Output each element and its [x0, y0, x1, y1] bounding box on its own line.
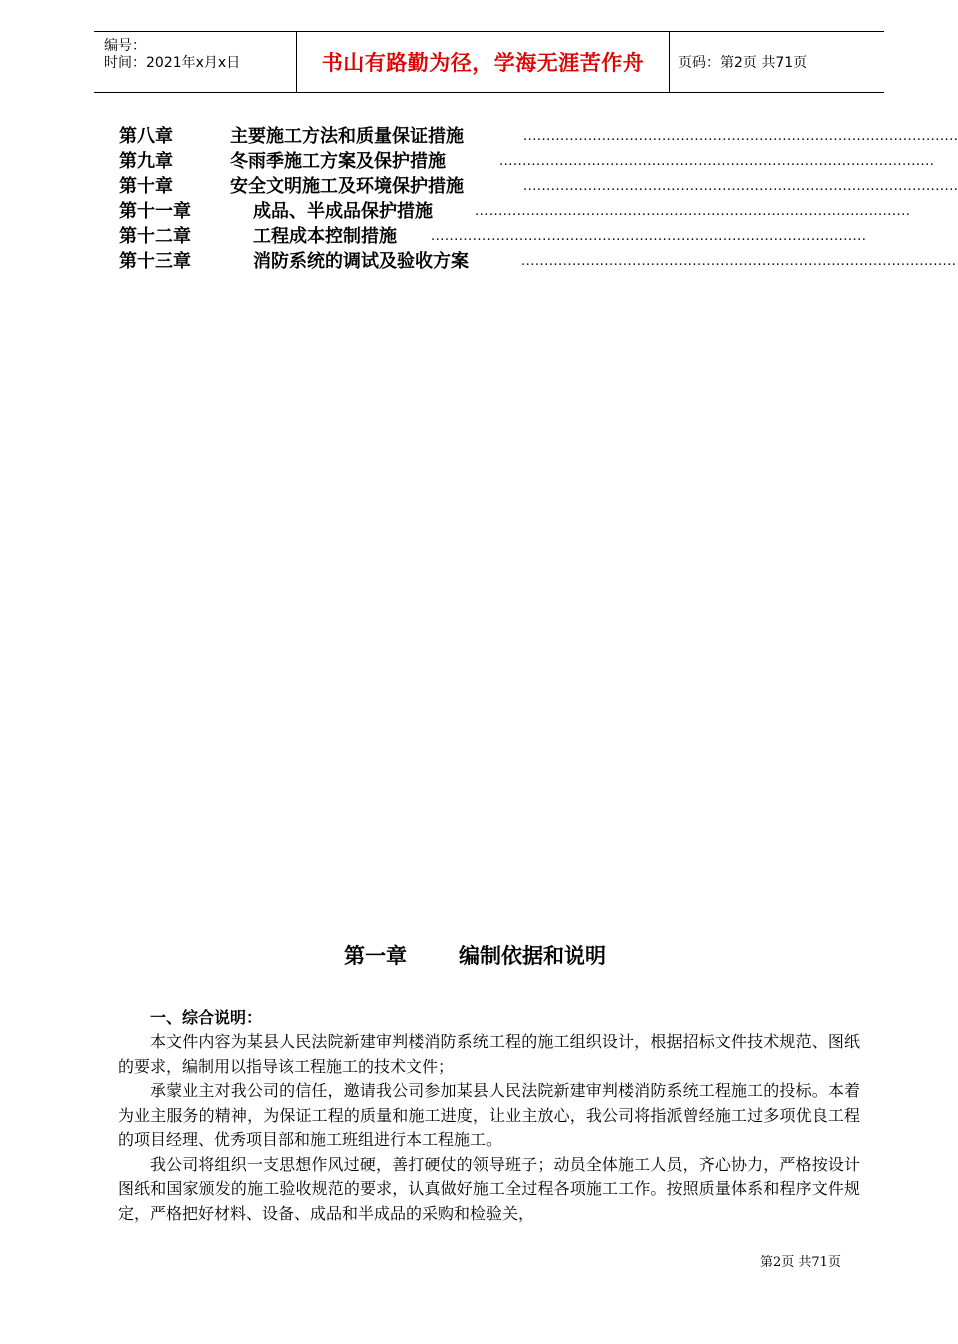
- toc-leader-dots: ..............................................................................................: [523, 179, 958, 194]
- table-of-contents: [119, 124, 958, 274]
- toc-leader-dots: ..............................................................................................: [431, 229, 867, 244]
- header-motto-cell: [296, 32, 670, 92]
- toc-title: 冬雨季施工方案及保护措施: [230, 151, 446, 172]
- toc-entry[interactable]: [119, 149, 935, 174]
- header-page-number: 页码：第2页 共71页: [678, 55, 808, 71]
- toc-chapter: 第八章: [119, 126, 173, 147]
- chapter-title: 编制依据和说明: [459, 943, 606, 968]
- toc-leader-dots: ..............................................................................................: [475, 204, 911, 219]
- toc-chapter: 第十三章: [119, 251, 191, 272]
- footer-page-number: 第2页 共71页: [760, 1255, 841, 1270]
- document-number: 编号：: [104, 38, 146, 54]
- chapter-heading: [0, 940, 950, 970]
- paragraph: 本文件内容为某县人民法院新建审判楼消防系统工程的施工组织设计，根据招标文件技术规范、图纸的要求，编制用以指导该工程施工的技术文件；: [118, 1032, 860, 1076]
- toc-entry[interactable]: [119, 124, 958, 149]
- paragraph: 承蒙业主对我公司的信任，邀请我公司参加某县人民法院新建审判楼消防系统工程施工的投标。本着为业主服务的精神，为保证工程的质量和施工进度，让业主放心，我公司将指派曾经施工过多项优良工程的项目经理、优秀项目部和施工班组进行本工程施工。: [118, 1081, 860, 1149]
- toc-leader-dots: ..............................................................................................: [521, 254, 957, 269]
- header-meta: [94, 32, 296, 92]
- toc-chapter: 第九章: [119, 151, 173, 172]
- toc-title: 消防系统的调试及验收方案: [253, 251, 469, 272]
- toc-entry[interactable]: [119, 249, 957, 274]
- toc-entry[interactable]: [119, 174, 958, 199]
- toc-leader-dots: ..............................................................................................: [499, 154, 935, 169]
- toc-leader-dots: ..............................................................................................: [523, 129, 958, 144]
- toc-title: 主要施工方法和质量保证措施: [230, 126, 464, 147]
- toc-chapter: 第十章: [119, 176, 173, 197]
- chapter-number: 第一章: [344, 943, 407, 968]
- toc-title: 安全文明施工及环境保护措施: [230, 176, 464, 197]
- document-time: 时间：2021年x月x日: [104, 55, 241, 71]
- toc-chapter: 第十二章: [119, 226, 191, 247]
- header-motto: 书山有路勤为径，学海无涯苦作舟: [321, 51, 645, 75]
- toc-entry[interactable]: [119, 199, 911, 224]
- body-text: [118, 1030, 860, 1226]
- toc-title: 成品、半成品保护措施: [253, 201, 433, 222]
- page-header: [94, 31, 884, 93]
- section-heading: 一、综合说明：: [150, 1008, 263, 1027]
- paragraph: 我公司将组织一支思想作风过硬，善打硬仗的领导班子；动员全体施工人员，齐心协力，严格按设计图纸和国家颁发的施工验收规范的要求，认真做好施工全过程各项施工工作。按照质量体系和程序文件规定，严格把好材料、设备、成品和半成品的采购和检验关，: [118, 1154, 860, 1223]
- toc-chapter: 第十一章: [119, 201, 191, 222]
- toc-title: 工程成本控制措施: [253, 226, 397, 247]
- toc-entry[interactable]: [119, 224, 867, 249]
